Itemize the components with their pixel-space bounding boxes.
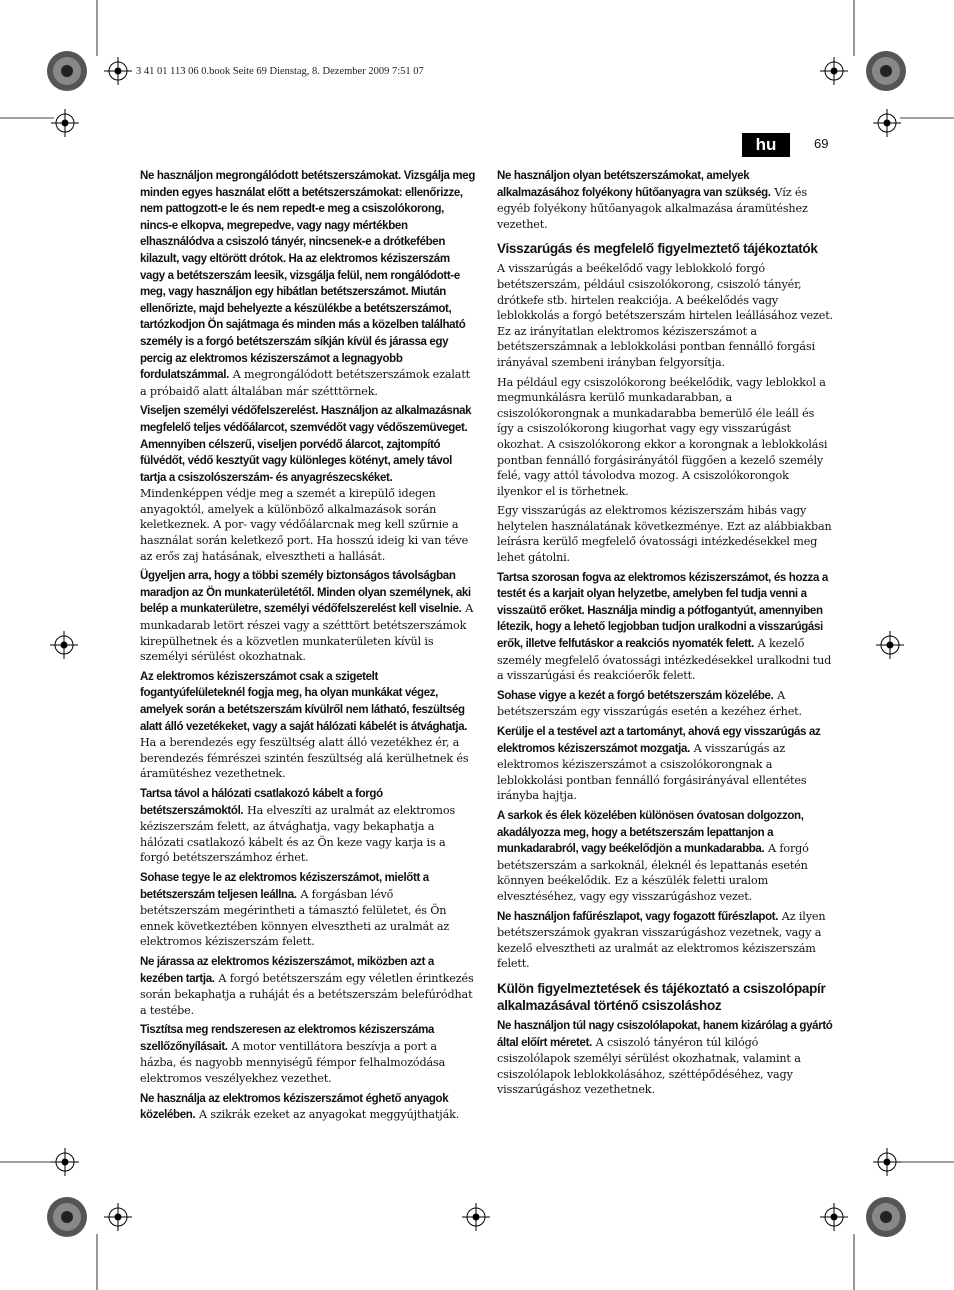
safety-paragraph: Ne használjon olyan betétszerszámokat, amelyek alkalmazásához folyékony hűtőanyagra van szükség. Víz és egyéb folyékony hűtőanyagok alkalmazása áramütéshez vezethet. (497, 170, 808, 231)
safety-paragraph: A sarkok és élek közelében különösen óvatosan dolgozzon, akadályozza meg, hogy a betétszerszám lepattanjon a munkadarabról, vagy beékelődjön a munkadarabba. A forgó betétszerszám a sarkoknál, éleknél és lepattanás esetén könnyen beékelődik. Ez a készülék feletti uralom elvesztéséhez, vagy egy visszarúgáshoz vezet. (497, 809, 809, 903)
registration-target-icon (876, 631, 904, 659)
safety-paragraph: Sohase tegye le az elektromos kéziszerszámot, mielőtt a betétszerszám teljesen leállna. A forgásban lévő betétszerszám megérintheti a támasztó felületet, és Ön ennek következtében könnyen elvesztheti az uralmát az elektromos kéziszerszám felett. (140, 871, 450, 949)
safety-paragraph: Ne használjon túl nagy csiszolólapokat, hanem kizárólag a gyártó által előírt méretet. A csiszoló tányéron túl kilógó csiszolólapok személyi sérülést okozhatnak, valamint a csiszolólapok leblokkolásához, széttépődéséhez, vagy visszarúgáshoz vezethetnek. (497, 1019, 833, 1097)
safety-paragraph: Ne használjon fafűrészlapot, vagy fogazott fűrészlapot. Az ilyen betétszerszámok gyakran visszarúgáshoz vezetnek, vagy a kezelő elvesztheti az uralmát az elektromos kéziszerszám felett. (497, 909, 826, 971)
registration-target-icon (104, 57, 132, 85)
safety-paragraph: Egy visszarúgás az elektromos kéziszerszám hibás vagy helytelen használatának következménye. Ezt az alábbiakban leírásra kerülő megfelelő óvatossági intézkedésekkel meg lehet gátolni. (497, 504, 832, 565)
safety-paragraph: A visszarúgás a beékelődő vagy leblokkoló forgó betétszerszám, például csiszolókorong, csiszoló tányér, drótkefe stb. hirtelen reakciója. A beékelődés vagy leblokkolás a forgó betétszerszám hirtelen leállásához vezet. Ez az irányítatlan elektromos kéziszerszámot a betétszerszámnak a leblokkolási pontban fennálló forgási irányával szembeni irányban felgyorsítja. (497, 262, 833, 369)
registration-target-icon (462, 1203, 490, 1231)
safety-paragraph: Ne járassa az elektromos kéziszerszámot, miközben azt a kezében tartja. A forgó betétszerszám egy véletlen érintkezés során bekaphatja a ruháját és a betétszerszám belefúródhat a testébe. (140, 955, 474, 1017)
section-heading: Külön figyelmeztetések és tájékoztató a csiszolópapír alkalmazásával történő csiszoláshoz (497, 980, 826, 1013)
safety-paragraph: Sohase vigye a kezét a forgó betétszerszám közelébe. A betétszerszám egy visszarúgás esetén a kezéhez érhet. (497, 688, 802, 719)
safety-paragraph: Tartsa szorosan fogva az elektromos kéziszerszámot, és hozza a testét és a karjait olyan helyzetbe, amelyben fel tudja venni a visszaütő erőket. Használja mindig a pótfogantyút, amennyiben létezik, hogy a lehető legjobban tudjon uralkodni a visszarúgási erők, illetve felfutáskor a reakciós nyomaték felett. A kezelő személy megfelelő óvatossági intézkedésekkel uralkodni tud a visszarúgási és reakcióerők felett. (497, 571, 832, 683)
safety-paragraph: Ügyeljen arra, hogy a többi személy biztonságos távolságban maradjon az Ön munkaterületétől. Minden olyan személynek, aki belép a munkaterületre, személyi védőfelszerelést kell viselnie. A munkadarab letört részei vagy a szétttört betétszerszámok kirepülhetnek és a közvetlen munkaterületen kívül is személyi sérülést okozhatnak. (140, 570, 474, 664)
left-column (140, 168, 476, 1128)
registration-target-icon (820, 57, 848, 85)
safety-paragraph: Viseljen személyi védőfelszerelést. Használjon az alkalmazásnak megfelelő teljes védőálarcot, szemvédőt vagy védőszemüveget. Amennyiben célszerű, viseljen porvédő álarcot, zajtompító fülvédőt, védő kesztyűt vagy különleges kötényt, amely távol tartja a csiszolószerszám- és anyagrészecskéket. Mindenképpen védje meg a szemét a kirepülő idegen anyagoktól, amelyek a különböző alkalmazások során keletkeznek. A por- vagy védőálarcnak meg kell szűrnie a használat során keletkező port. Ha hosszú ideig ki van téve az erős zaj hatásának, elvesztheti a hallását. (140, 405, 472, 563)
color-wheel-icon (47, 1197, 87, 1237)
right-column (497, 168, 833, 1102)
registration-target-icon (873, 1148, 901, 1176)
safety-paragraph: Ha például egy csiszolókorong beékelődik, vagy leblokkol a megmunkálásra kerülő munkadarabban, a csiszolókorongnak a munkadarabba bemerülő éle leáll és így a csiszolókorong kiugorhat vagy egy visszarúgást okozhat. A csiszolókorong ekkor a korongnak a leblokkolási pontban fennálló forgásirányától függően a kezelő személy felé, vagy attól távolodva mozog. A csiszolókorongok ilyenkor el is törhetnek. (497, 375, 828, 498)
color-wheel-icon (866, 1197, 906, 1237)
safety-paragraph: Ne használjon megrongálódott betétszerszámokat. Vizsgálja meg minden egyes használat előtt a betétszerszámokat: ellenőrizze, nem pattogzott-e le és nem repedt-e meg a csiszolókorong, nincs-e elkopva, megrepedve, vagy nagy mértékben elhasználódva a csiszoló tányér, nincsenek-e a drótkefében kilazult, vagy eltörött drótok. Ha az elektromos kéziszerszám vagy a betétszerszám leesik, vizsgálja felül, nem rongálódott-e meg, vagy használjon egy hibátlan betétszerszámot. Miután ellenőrizte, majd behelyezte a készülékbe a betétszerszámot, tartózkodjon Ön sajátmaga és minden más a közelben található személy is a forgó betétszerszám síkján kívül és járassa egy percig az elektromos kéziszerszámot a legnagyobb fordulatszámmal. A megrongálódott betétszerszámok ezalatt a próbaidő alatt általában már szétttörnek. (140, 170, 476, 398)
registration-target-icon (51, 109, 79, 137)
section-heading: Visszarúgás és megfelelő figyelmeztető tájékoztatók (497, 241, 818, 257)
registration-target-icon (873, 109, 901, 137)
language-badge: hu (742, 133, 790, 157)
registration-target-icon (51, 1148, 79, 1176)
safety-paragraph: Tisztítsa meg rendszeresen az elektromos kéziszerszáma szellőzőnyílásait. A motor ventillátora beszívja a port a házba, és nagyobb mennyiségű fémpor felhalmozódása elektromos veszélyekhez vezethet. (140, 1024, 446, 1086)
print-header: 3 41 01 113 06 0.book Seite 69 Dienstag, 8. Dezember 2009 7:51 07 (136, 66, 424, 77)
page-number: 69 (814, 136, 829, 151)
color-wheel-icon (47, 51, 87, 91)
safety-paragraph: Kerülje el a testével azt a tartományt, ahová egy visszarúgás az elektromos kéziszerszámot mozgatja. A visszarúgás az elektromos kéziszerszámot a csiszolókorongnak a leblokkolási pontban fennálló forgásirányával ellentétes irányba hajtja. (497, 726, 821, 803)
color-wheel-icon (866, 51, 906, 91)
registration-target-icon (104, 1203, 132, 1231)
registration-target-icon (50, 631, 78, 659)
safety-paragraph: Ne használja az elektromos kéziszerszámot éghető anyagok közelében. A szikrák ezeket az anyagokat meggyújthatják. (140, 1092, 460, 1122)
safety-paragraph: Az elektromos kéziszerszámot csak a szigetelt fogantyúfelületeknél fogja meg, ha olyan munkákat végez, amelyek során a betétszerszám kívülről nem látható, feszültség alatt álló vezetékeket, vagy a saját hálózati kábelét is átvághatja. Ha a berendezés egy feszültség alatt álló vezetékhez ér, a berendezés fémrészei szintén feszültség alá kerülhetnek és áramütéshez vezethetnek. (140, 670, 469, 781)
registration-target-icon (820, 1203, 848, 1231)
safety-paragraph: Tartsa távol a hálózati csatlakozó kábelt a forgó betétszerszámoktól. Ha elveszíti az uralmát az elektromos kéziszerszám felett, az átvághatja, vagy bekaphatja a hálózati csatlakozó kábelt és az Ön keze vagy karja is a forgó betétszerszámhoz érhet. (140, 787, 456, 865)
